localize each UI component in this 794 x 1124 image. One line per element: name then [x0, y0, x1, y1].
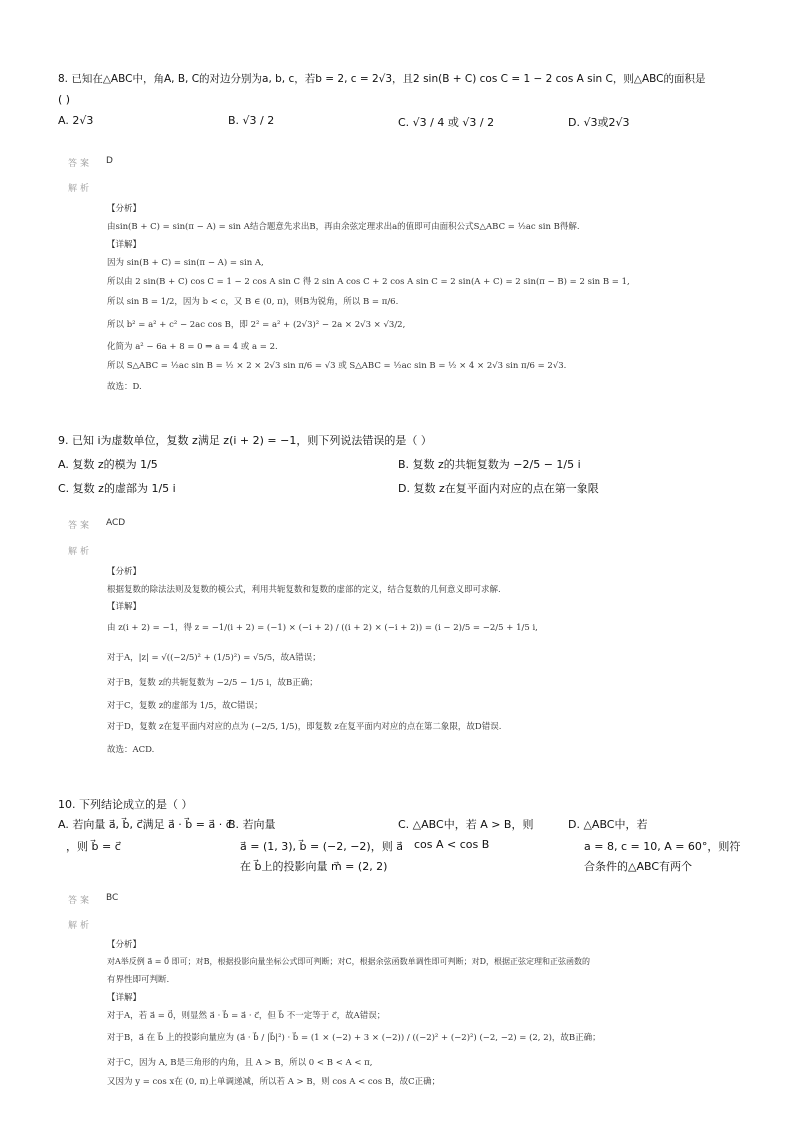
- q10-option-d-line2: a = 8, c = 10, A = 60°，则符: [584, 840, 741, 853]
- q10-option-a-line1: A. 若向量 a⃗, b⃗, c⃗满足 a⃗ · b⃗ = a⃗ · c⃗: [58, 818, 232, 831]
- q9-detail-line: 由 z(i + 2) = −1，得 z = −1/(i + 2) = (−1) × (−i + 2) / ((i + 2) × (−i + 2)) = (i − 2)/5 = −2/5 + 1/5 i,: [107, 623, 538, 633]
- q9-stem: 9. 已知 i为虚数单位，复数 z满足 z(i + 2) = −1，则下列说法错误的是（ ）: [58, 434, 432, 447]
- q10-option-d-line3: 合条件的△ABC有两个: [584, 860, 693, 873]
- q9-option-d: D. 复数 z在复平面内对应的点在第一象限: [398, 482, 599, 495]
- q9-option-a: A. 复数 z的模为 1/5: [58, 458, 158, 471]
- q10-detail-line: 又因为 y = cos x在 (0, π)上单调递减，所以若 A > B，则 cos A < cos B，故C正确；: [107, 1077, 441, 1087]
- q10-analysis-line: 有界性即可判断.: [107, 975, 170, 985]
- q10-option-c-line1: C. △ABC中，若 A > B，则: [398, 818, 534, 831]
- q9-option-c: C. 复数 z的虚部为 1/5 i: [58, 482, 176, 495]
- q8-xiangjie-tag: 【详解】: [107, 240, 142, 250]
- q8-detail-line: 所以 S△ABC = ½ac sin B = ½ × 2 × 2√3 sin π/6 = √3 或 S△ABC = ½ac sin B = ½ × 4 × 2√3 sin π/6 = 2√3.: [107, 361, 567, 371]
- q10-option-b-line1: B. 若向量: [228, 818, 276, 831]
- q8-detail-line: 因为 sin(B + C) = sin(π − A) = sin A,: [107, 258, 264, 268]
- q10-option-b-line3: 在 b⃗上的投影向量 m⃗ = (2, 2): [240, 860, 388, 873]
- q10-option-b-line2: a⃗ = (1, 3), b⃗ = (−2, −2)，则 a⃗: [240, 840, 403, 853]
- q8-option-c: C. √3 / 4 或 √3 / 2: [398, 116, 495, 129]
- q10-xiangjie-tag: 【详解】: [107, 993, 142, 1003]
- q9-analysis-text: 根据复数的除法法则及复数的模公式，利用共轭复数和复数的虚部的定义，结合复数的几何意义即可求解.: [107, 585, 501, 595]
- q8-fenxi-tag: 【分析】: [107, 204, 142, 214]
- q8-detail-line: 所以 sin B = 1/2，因为 b < c，又 B ∈ (0, π)，则B为锐角，所以 B = π/6.: [107, 297, 399, 307]
- q9-answer-value: ACD: [106, 518, 126, 528]
- q8-answer-value: D: [106, 156, 113, 166]
- q10-option-a-line2: ，则 b⃗ = c⃗: [66, 840, 121, 853]
- q10-option-c-line2: cos A < cos B: [414, 838, 490, 851]
- q10-detail-line: 对于A，若 a⃗ = 0⃗，则显然 a⃗ · b⃗ = a⃗ · c⃗，但 b⃗ 不一定等于 c⃗，故A错误；: [107, 1011, 386, 1021]
- q9-detail-line: 对于C，复数 z的虚部为 1/5，故C错误；: [107, 701, 263, 711]
- q8-answer-label: 答案: [68, 159, 93, 169]
- q10-option-d-line1: D. △ABC中，若: [568, 818, 648, 831]
- q10-detail-line: 对于C，因为 A, B是三角形的内角，且 A > B，所以 0 < B < A < π,: [107, 1058, 373, 1068]
- q10-analysis-line: 对A举反例 a⃗ = 0⃗ 即可；对B，根据投影向量坐标公式即可判断；对C，根据余弦函数单调性即可判断；对D，根据正弦定理和正弦函数的: [107, 957, 591, 966]
- q8-option-b: B. √3 / 2: [228, 114, 275, 127]
- q8-detail-line: 所以由 2 sin(B + C) cos C = 1 − 2 cos A sin C 得 2 sin A cos C + 2 cos A sin C = 2 sin(A + C) = 2 sin(π − B) = 2 sin B = 1,: [107, 277, 630, 287]
- q8-blank: ( ): [58, 93, 71, 106]
- q9-detail-line: 故选：ACD.: [107, 745, 155, 755]
- q9-option-b: B. 复数 z的共轭复数为 −2/5 − 1/5 i: [398, 458, 581, 471]
- q10-fenxi-tag: 【分析】: [107, 940, 142, 950]
- q10-detail-line: 对于B，a⃗ 在 b⃗ 上的投影向量应为 (a⃗ · b⃗ / |b⃗|²) · b⃗ = (1 × (−2) + 3 × (−2)) / ((−2)² + (−2)²) (−2, −2) = (2, 2)，故B正确；: [107, 1033, 601, 1043]
- q10-answer-value: BC: [106, 893, 119, 903]
- q8-detail-line: 故选：D.: [107, 382, 142, 392]
- q8-detail-line: 所以 b² = a² + c² − 2ac cos B，即 2² = a² + (2√3)² − 2a × 2√3 × √3/2,: [107, 320, 406, 330]
- q9-fenxi-tag: 【分析】: [107, 567, 142, 577]
- q9-detail-line: 对于A，|z| = √((−2/5)² + (1/5)²) = √5/5，故A错误；: [107, 653, 321, 663]
- q9-xiangjie-tag: 【详解】: [107, 602, 142, 612]
- q8-option-a: A. 2√3: [58, 114, 94, 127]
- q10-analysis-label: 解析: [68, 921, 93, 931]
- q8-option-d: D. √3或2√3: [568, 116, 630, 129]
- q8-stem: 8. 已知在△ABC中，角A, B, C的对边分别为a, b, c，若b = 2, c = 2√3，且2 sin(B + C) cos C = 1 − 2 cos A sin C，则△ABC的面积是: [58, 73, 706, 85]
- q10-stem: 10. 下列结论成立的是（ ）: [58, 798, 193, 811]
- q9-detail-line: 对于D，复数 z在复平面内对应的点为 (−2/5, 1/5)，即复数 z在复平面内对应的点在第二象限，故D错误.: [107, 722, 502, 732]
- q10-answer-label: 答案: [68, 896, 93, 906]
- q8-analysis-label: 解析: [68, 184, 93, 194]
- q8-detail-line: 化简为 a² − 6a + 8 = 0 ⇒ a = 4 或 a = 2.: [107, 342, 278, 352]
- q9-analysis-label: 解析: [68, 547, 93, 557]
- q8-analysis-text: 由sin(B + C) = sin(π − A) = sin A结合题意先求出B，再由余弦定理求出a的值即可由面积公式S△ABC = ½ac sin B得解.: [107, 222, 580, 232]
- q9-answer-label: 答案: [68, 521, 93, 531]
- q9-detail-line: 对于B，复数 z的共轭复数为 −2/5 − 1/5 i，故B正确；: [107, 678, 318, 688]
